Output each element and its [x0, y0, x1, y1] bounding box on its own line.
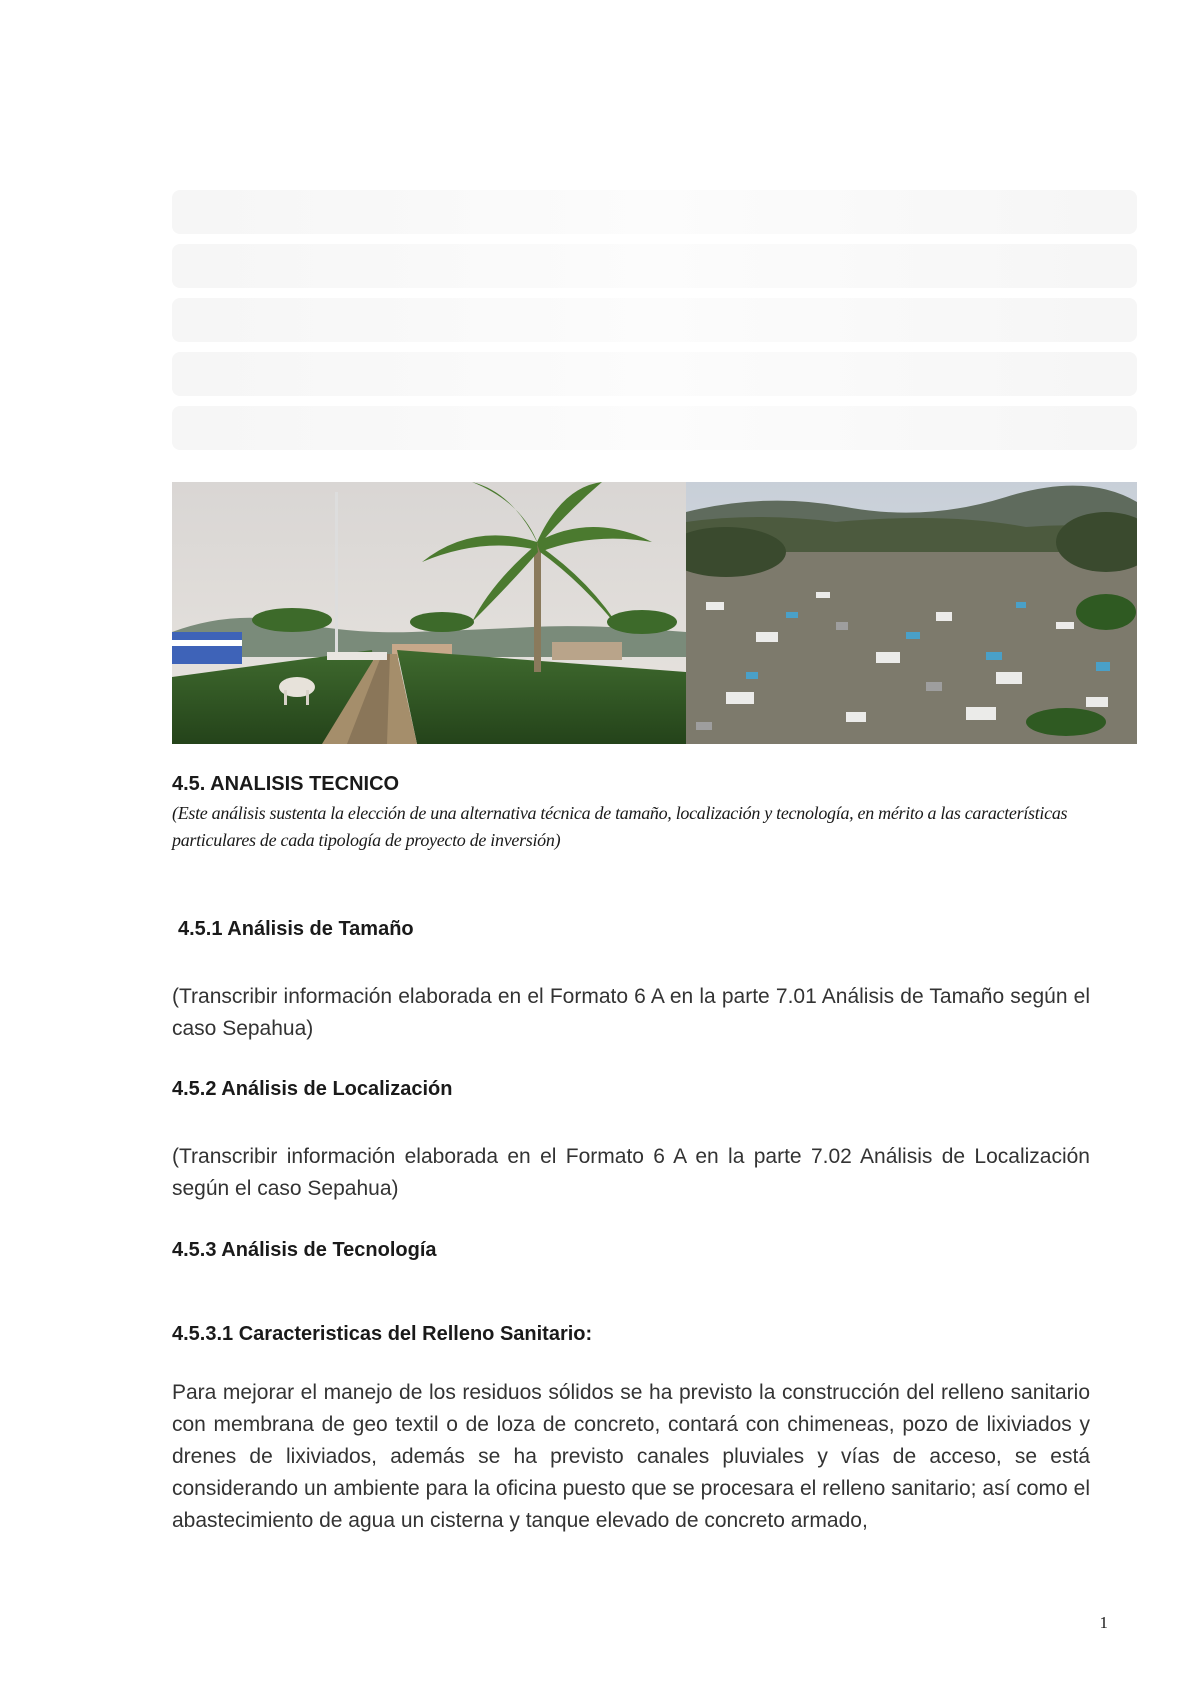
landfill-characteristics-text: Para mejorar el manejo de los residuos sólidos se ha previsto la construcción del relleno sanitario con membrana de geo textil o de loza de concreto, contará con chimeneas, pozo de lixiviados y drenes de lixiviados, además se ha previsto canales pluviales y vías de acceso, se está considerando un ambiente para la oficina puesto que se procesara el relleno sanitario; así como el abastecimiento de agua un cisterna y tanque elevado de concreto armado, — [172, 1381, 1090, 1532]
location-analysis-heading: 4.5.2 Análisis de Localización — [172, 1078, 453, 1100]
park-with-palm-trees-photo — [172, 482, 686, 744]
open-waste-dump-photo — [686, 482, 1137, 744]
size-analysis-heading: 4.5.1 Análisis de Tamaño — [178, 918, 414, 940]
size-analysis-text: (Transcribir información elaborada en el Formato 6 A en la parte 7.01 Análisis de Tamaño según el caso Sepahua) — [172, 985, 1090, 1040]
page-number: 1 — [1099, 1613, 1108, 1632]
section-title: 4.5. ANALISIS TECNICO — [172, 773, 400, 795]
photo-strip — [172, 482, 1137, 744]
landfill-characteristics-heading: 4.5.3.1 Caracteristicas del Relleno Sanitario: — [172, 1323, 593, 1345]
faded-background-text — [172, 190, 1137, 460]
location-analysis-text: (Transcribir información elaborada en el Formato 6 A en la parte 7.02 Análisis de Localización según el caso Sepahua) — [172, 1145, 1090, 1200]
section-note: (Este análisis sustenta la elección de una alternativa técnica de tamaño, localización y tecnología, en mérito a las características particulares de cada tipología de proyecto de inversión) — [172, 803, 1068, 850]
technology-analysis-heading: 4.5.3 Análisis de Tecnología — [172, 1239, 437, 1261]
